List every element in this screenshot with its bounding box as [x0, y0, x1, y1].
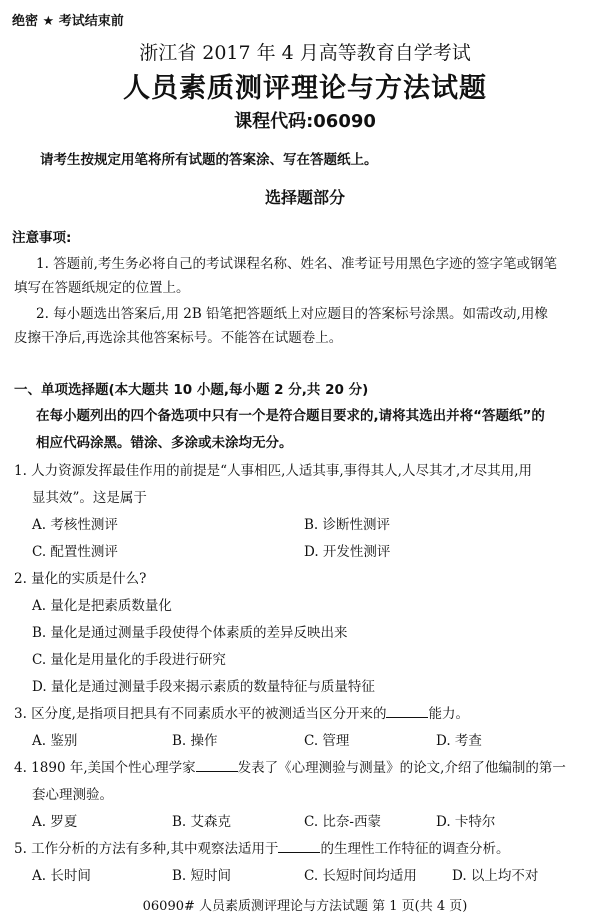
q3-option-a: A. 鉴别 — [32, 733, 78, 749]
notes-heading: 注意事项: — [12, 230, 72, 246]
q5-option-b: B. 短时间 — [172, 868, 232, 884]
exam-name: 浙江省 2017 年 4 月高等教育自学考试 — [139, 42, 471, 64]
q3-answer-blank — [386, 705, 428, 718]
part-title: 选择题部分 — [264, 188, 345, 207]
q3-stem-part-2: 能力。 — [428, 706, 469, 722]
instruction-text: 请考生按规定用笔将所有试题的答案涂、写在答题纸上。 — [40, 152, 378, 168]
note-1-line-1: 1. 答题前,考生务必将自己的考试课程名称、姓名、准考证号用黑色字迹的签字笔或钢笔 — [36, 256, 557, 272]
q2-option-c: C. 量化是用量化的手段进行研究 — [32, 652, 226, 668]
q1-option-c: C. 配置性测评 — [32, 544, 118, 560]
q5-stem-part-1: 5. 工作分析的方法有多种,其中观察法适用于 — [14, 841, 279, 857]
q1-option-a: A. 考核性测评 — [32, 517, 118, 533]
q5-option-c: C. 长短时间均适用 — [304, 868, 417, 884]
note-2-line-2: 皮擦干净后,再选涂其他答案标号。不能答在试题卷上。 — [14, 330, 343, 346]
q5-answer-blank — [278, 840, 320, 853]
q4-answer-blank — [196, 759, 238, 772]
q4-option-c: C. 比奈-西蒙 — [304, 814, 381, 830]
q5-option-a: A. 长时间 — [32, 868, 91, 884]
q1-stem-line-2: 显其效”。这是属于 — [32, 490, 147, 506]
q1-stem-line-1: 1. 人力资源发挥最佳作用的前提是“人事相匹,人适其事,事得其人,人尽其才,才尽其用,用 — [14, 463, 533, 479]
section-1-desc-line-2: 相应代码涂黑。错涂、多涂或未涂均无分。 — [36, 435, 293, 451]
paper-title: 人员素质测评理论与方法试题 — [123, 73, 487, 104]
q3-stem-part-1: 3. 区分度,是指项目把具有不同素质水平的被测适当区分开来的 — [14, 706, 387, 722]
course-code: 课程代码:06090 — [234, 111, 376, 132]
q3-option-b: B. 操作 — [172, 733, 218, 749]
q5-stem — [14, 837, 509, 857]
q1-option-b: B. 诊断性测评 — [304, 517, 391, 533]
q4-stem-part-2: 发表了《心理测验与测量》的论文,介绍了他编制的第一 — [237, 760, 566, 776]
q2-stem: 2. 量化的实质是什么? — [14, 571, 147, 587]
q3-stem — [14, 702, 469, 722]
q5-stem-part-2: 的生理性工作特征的调查分析。 — [320, 841, 510, 857]
q4-option-d: D. 卡特尔 — [436, 814, 496, 830]
q3-option-c: C. 管理 — [304, 733, 350, 749]
confidential-label: 绝密 ★ 考试结束前 — [12, 14, 124, 29]
q4-stem-part-1: 4. 1890 年,美国个性心理学家 — [14, 760, 196, 776]
q4-stem-line-2: 套心理测验。 — [32, 787, 113, 803]
q4-stem — [14, 756, 566, 776]
page-footer: 06090# 人员素质测评理论与方法试题 第 1 页(共 4 页) — [142, 899, 468, 914]
q4-option-b: B. 艾森克 — [172, 814, 232, 830]
q2-option-b: B. 量化是通过测量手段使得个体素质的差异反映出来 — [32, 625, 348, 641]
q2-option-d: D. 量化是通过测量手段来揭示素质的数量特征与质量特征 — [32, 679, 375, 695]
q4-option-a: A. 罗夏 — [32, 814, 78, 830]
note-2-line-1: 2. 每小题选出答案后,用 2B 铅笔把答题纸上对应题目的答案标号涂黑。如需改动,用橡 — [36, 306, 548, 322]
q1-option-d: D. 开发性测评 — [304, 544, 391, 560]
section-1-desc-line-1: 在每小题列出的四个备选项中只有一个是符合题目要求的,请将其选出并将“答题纸”的 — [36, 408, 545, 424]
q2-option-a: A. 量化是把素质数量化 — [32, 598, 172, 614]
q5-option-d: D. 以上均不对 — [452, 868, 539, 884]
note-1-line-2: 填写在答题纸规定的位置上。 — [14, 280, 190, 296]
section-1-heading: 一、单项选择题(本大题共 10 小题,每小题 2 分,共 20 分) — [14, 382, 369, 398]
q3-option-d: D. 考查 — [436, 733, 482, 749]
